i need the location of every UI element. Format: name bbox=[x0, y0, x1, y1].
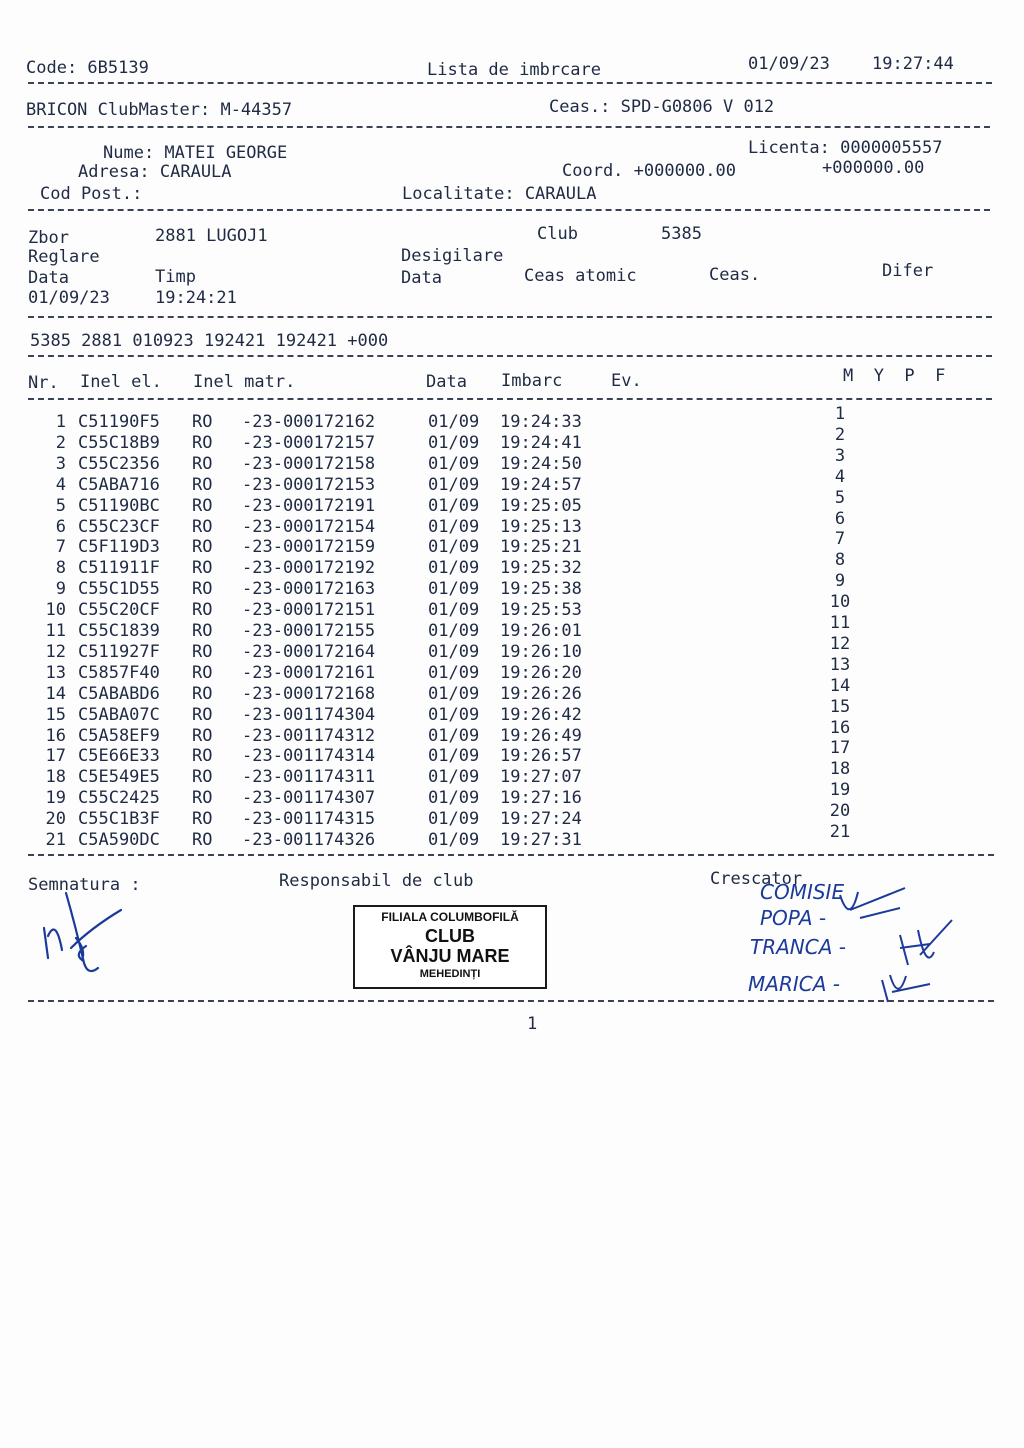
ring-number: -23-000172154 bbox=[242, 516, 376, 537]
ring-number: -23-000172155 bbox=[242, 621, 376, 641]
electronic-ring: C511927F bbox=[78, 641, 160, 662]
electronic-ring: C55C18B9 bbox=[78, 432, 160, 453]
basket-time: 19:24:41 bbox=[500, 432, 582, 453]
table-row bbox=[30, 529, 910, 558]
basket-time: 19:26:57 bbox=[500, 746, 582, 767]
ring-number: -23-001174311 bbox=[242, 767, 376, 788]
col-inel-matr: Inel matr. bbox=[193, 372, 296, 392]
electronic-ring: C55C20CF bbox=[78, 600, 160, 621]
electronic-ring: C5ABABD6 bbox=[78, 683, 160, 704]
table-row bbox=[30, 675, 910, 705]
signature-label: Semnatura : bbox=[28, 875, 141, 895]
position-number: 1 bbox=[834, 404, 846, 424]
stamp-line-4: MEHEDINȚI bbox=[419, 968, 481, 980]
basket-date: 01/09 bbox=[428, 662, 480, 683]
handwritten-commission: COMISIE bbox=[760, 880, 845, 904]
basket-date: 01/09 bbox=[428, 558, 480, 579]
club-stamp bbox=[353, 905, 547, 989]
flight-value: 2881 LUGOJ1 bbox=[155, 226, 268, 246]
basket-time: 19:25:21 bbox=[500, 537, 582, 558]
row-number: 10 bbox=[45, 600, 66, 621]
row-number: 12 bbox=[45, 641, 66, 662]
basket-date: 01/09 bbox=[428, 788, 480, 809]
ring-number: -23-000172157 bbox=[242, 432, 376, 453]
basket-time: 19:27:31 bbox=[500, 830, 582, 850]
basket-date: 01/09 bbox=[428, 537, 480, 558]
ring-number: -23-001174304 bbox=[242, 704, 376, 725]
country-code: RO bbox=[192, 516, 213, 537]
position-number: 15 bbox=[829, 696, 851, 717]
country-code: RO bbox=[192, 725, 213, 746]
reglare-time: 19:24:21 bbox=[155, 288, 237, 308]
basket-date: 01/09 bbox=[428, 725, 480, 746]
country-code: RO bbox=[192, 558, 213, 579]
row-number: 5 bbox=[55, 495, 66, 516]
row-number: 9 bbox=[55, 579, 66, 600]
basket-date: 01/09 bbox=[428, 641, 480, 662]
handwritten-name-tranca: TRANCA - bbox=[750, 935, 846, 959]
basket-time: 19:25:05 bbox=[500, 495, 582, 516]
table-row bbox=[30, 822, 910, 851]
basket-time: 19:24:50 bbox=[500, 453, 582, 474]
atomic-clock-label: Ceas atomic bbox=[524, 266, 637, 286]
country-code: RO bbox=[192, 683, 213, 704]
country-code: RO bbox=[192, 453, 213, 474]
document-title: Lista de imbrcare bbox=[427, 60, 601, 80]
club-label: Club bbox=[537, 224, 578, 244]
country-code: RO bbox=[192, 474, 213, 495]
country-code: RO bbox=[192, 704, 213, 725]
position-number: 10 bbox=[829, 592, 851, 613]
ring-number: -23-000172162 bbox=[242, 412, 376, 432]
divider bbox=[28, 82, 992, 84]
electronic-ring: C51190BC bbox=[78, 495, 160, 516]
basket-time: 19:25:53 bbox=[500, 600, 582, 621]
row-number: 4 bbox=[55, 474, 66, 495]
basket-time: 19:25:32 bbox=[500, 558, 582, 579]
divider bbox=[28, 209, 990, 211]
stamp-line-2: CLUB bbox=[425, 926, 475, 946]
flight-label: Zbor bbox=[28, 228, 69, 248]
divider bbox=[28, 398, 992, 400]
basket-date: 01/09 bbox=[428, 600, 480, 621]
divider bbox=[28, 1000, 994, 1002]
owner-signature bbox=[36, 888, 126, 983]
position-number: 8 bbox=[834, 550, 846, 571]
col-nr: Nr. bbox=[28, 373, 59, 393]
reglare-label: Reglare bbox=[28, 247, 100, 267]
col-imbarc: Imbarc bbox=[501, 371, 563, 391]
row-number: 17 bbox=[45, 746, 66, 767]
ring-number: -23-001174307 bbox=[242, 788, 376, 809]
basket-date: 01/09 bbox=[428, 516, 480, 537]
electronic-ring: C511911F bbox=[78, 558, 160, 579]
electronic-ring: C5F119D3 bbox=[78, 537, 160, 558]
col-inel-el: Inel el. bbox=[80, 372, 162, 392]
country-code: RO bbox=[192, 641, 213, 662]
country-code: RO bbox=[192, 537, 213, 558]
position-number: 14 bbox=[829, 675, 851, 696]
position-number: 19 bbox=[829, 780, 851, 801]
row-number: 16 bbox=[45, 725, 66, 746]
basket-date: 01/09 bbox=[428, 432, 480, 453]
basket-date: 01/09 bbox=[428, 621, 480, 641]
row-number: 1 bbox=[55, 412, 66, 432]
clubmaster-id: BRICON ClubMaster: M-44357 bbox=[26, 100, 293, 120]
row-number: 6 bbox=[55, 516, 66, 537]
ring-number: -23-001174314 bbox=[242, 746, 376, 767]
country-code: RO bbox=[192, 830, 213, 850]
country-code: RO bbox=[192, 746, 213, 767]
position-number: 11 bbox=[829, 613, 851, 633]
electronic-ring: C55C1D55 bbox=[78, 579, 160, 600]
commission-signatures bbox=[830, 880, 970, 1010]
position-number: 9 bbox=[834, 571, 846, 592]
desigilare-label: Desigilare bbox=[401, 246, 504, 266]
ring-number: -23-000172158 bbox=[242, 453, 376, 474]
owner-address: Adresa: CARAULA bbox=[78, 162, 232, 182]
table-row bbox=[30, 466, 910, 496]
club-responsible-label: Responsabil de club bbox=[279, 871, 474, 891]
ring-number: -23-000172168 bbox=[242, 683, 376, 704]
basket-time: 19:26:20 bbox=[500, 662, 582, 683]
position-number: 20 bbox=[829, 801, 851, 822]
ring-number: -23-000172153 bbox=[242, 474, 376, 495]
stamp-line-1: FILIALA COLUMBOFILĂ bbox=[381, 910, 519, 924]
position-number: 5 bbox=[834, 487, 846, 508]
country-code: RO bbox=[192, 767, 213, 788]
electronic-ring: C55C23CF bbox=[78, 516, 160, 537]
divider bbox=[28, 854, 994, 856]
divider bbox=[28, 126, 990, 128]
position-number: 6 bbox=[834, 508, 846, 529]
ring-number: -23-000172159 bbox=[242, 537, 376, 558]
country-code: RO bbox=[192, 788, 213, 809]
table-row bbox=[30, 445, 910, 475]
basket-date: 01/09 bbox=[428, 767, 480, 788]
print-date: 01/09/23 bbox=[748, 54, 830, 74]
ring-number: -23-001174326 bbox=[242, 830, 376, 850]
basket-time: 19:27:24 bbox=[500, 809, 582, 830]
row-number: 7 bbox=[55, 537, 66, 558]
position-number: 17 bbox=[829, 738, 851, 759]
electronic-ring: C5A58EF9 bbox=[78, 725, 160, 746]
row-number: 18 bbox=[45, 767, 66, 788]
basket-time: 19:26:01 bbox=[500, 621, 582, 641]
position-number: 18 bbox=[829, 759, 851, 780]
table-row bbox=[30, 717, 910, 747]
col-flags: M Y P F bbox=[843, 366, 946, 386]
table-row bbox=[30, 780, 910, 809]
electronic-ring: C51190F5 bbox=[78, 412, 160, 432]
postal-code: Cod Post.: bbox=[40, 184, 143, 204]
basket-time: 19:24:33 bbox=[500, 412, 582, 432]
position-number: 7 bbox=[834, 529, 846, 550]
print-time: 19:27:44 bbox=[872, 54, 954, 74]
electronic-ring: C55C1839 bbox=[78, 621, 160, 641]
electronic-ring: C5ABA07C bbox=[78, 704, 160, 725]
ring-number: -23-000172163 bbox=[242, 579, 376, 600]
basket-date: 01/09 bbox=[428, 412, 480, 432]
electronic-ring: C5857F40 bbox=[78, 662, 160, 683]
row-number: 11 bbox=[45, 621, 66, 641]
divider bbox=[28, 316, 992, 318]
basket-time: 19:27:07 bbox=[500, 767, 582, 788]
basket-time: 19:27:16 bbox=[500, 788, 582, 809]
table-row bbox=[30, 508, 910, 538]
table-row bbox=[30, 571, 910, 600]
breeder-label: Crescator bbox=[710, 869, 803, 889]
position-number: 2 bbox=[834, 424, 846, 445]
reglare-time-label: Timp bbox=[155, 267, 196, 287]
electronic-ring: C5A590DC bbox=[78, 830, 160, 850]
country-code: RO bbox=[192, 412, 213, 432]
basket-time: 19:26:49 bbox=[500, 725, 582, 746]
basket-time: 19:26:26 bbox=[500, 683, 582, 704]
table-row bbox=[30, 487, 910, 517]
ring-number: -23-000172164 bbox=[242, 641, 376, 662]
desigilare-date-label: Data bbox=[401, 268, 442, 288]
basket-time: 19:26:42 bbox=[500, 704, 582, 725]
basket-date: 01/09 bbox=[428, 453, 480, 474]
table-row bbox=[30, 404, 910, 433]
page-number: 1 bbox=[527, 1014, 538, 1034]
col-data: Data bbox=[426, 372, 467, 392]
position-number: 13 bbox=[829, 654, 851, 675]
table-row bbox=[30, 696, 910, 726]
position-number: 21 bbox=[829, 822, 851, 842]
row-number: 15 bbox=[45, 704, 66, 725]
ring-number: -23-001174315 bbox=[242, 809, 376, 830]
basket-date: 01/09 bbox=[428, 579, 480, 600]
code-label: Code: 6B5139 bbox=[26, 58, 149, 78]
country-code: RO bbox=[192, 662, 213, 683]
country-code: RO bbox=[192, 579, 213, 600]
row-number: 20 bbox=[45, 809, 66, 830]
summary-line: 5385 2881 010923 192421 192421 +000 bbox=[30, 331, 389, 351]
table-row bbox=[30, 592, 910, 621]
position-number: 3 bbox=[834, 445, 846, 466]
license-number: Licenta: 0000005557 bbox=[748, 138, 943, 158]
country-code: RO bbox=[192, 600, 213, 621]
table-row bbox=[30, 613, 910, 642]
reglare-date-label: Data bbox=[28, 268, 69, 288]
position-number: 12 bbox=[829, 633, 851, 654]
handwritten-name-marica: MARICA - bbox=[748, 972, 840, 996]
basket-time: 19:25:38 bbox=[500, 579, 582, 600]
stamp-line-3: VÂNJU MARE bbox=[390, 946, 510, 966]
basket-time: 19:26:10 bbox=[500, 641, 582, 662]
electronic-ring: C55C2356 bbox=[78, 453, 160, 474]
col-ev: Ev. bbox=[611, 371, 642, 391]
basket-date: 01/09 bbox=[428, 474, 480, 495]
basket-date: 01/09 bbox=[428, 746, 480, 767]
position-number: 4 bbox=[834, 466, 846, 487]
row-number: 21 bbox=[45, 830, 66, 850]
divider bbox=[28, 355, 992, 357]
electronic-ring: C55C1B3F bbox=[78, 809, 160, 830]
table-row bbox=[30, 654, 910, 684]
table-row bbox=[30, 738, 910, 767]
table-row bbox=[30, 801, 910, 830]
row-number: 8 bbox=[55, 558, 66, 579]
basket-date: 01/09 bbox=[428, 830, 480, 850]
electronic-ring: C5E549E5 bbox=[78, 767, 160, 788]
table-row bbox=[30, 759, 910, 788]
difference-label: Difer bbox=[882, 261, 934, 281]
position-number: 16 bbox=[829, 717, 851, 738]
basket-date: 01/09 bbox=[428, 495, 480, 516]
basket-date: 01/09 bbox=[428, 683, 480, 704]
electronic-ring: C5ABA716 bbox=[78, 474, 160, 495]
clock-label: Ceas. bbox=[709, 265, 761, 285]
basket-time: 19:24:57 bbox=[500, 474, 582, 495]
row-number: 2 bbox=[55, 432, 66, 453]
ring-number: -23-000172192 bbox=[242, 558, 376, 579]
country-code: RO bbox=[192, 432, 213, 453]
country-code: RO bbox=[192, 621, 213, 641]
coordinates: Coord. +000000.00 bbox=[562, 161, 736, 181]
locality: Localitate: CARAULA bbox=[402, 184, 597, 204]
table-row bbox=[30, 424, 910, 454]
electronic-ring: C5E66E33 bbox=[78, 746, 160, 767]
ring-number: -23-000172161 bbox=[242, 662, 376, 683]
owner-name: Nume: MATEI GEORGE bbox=[103, 143, 288, 163]
row-number: 3 bbox=[55, 453, 66, 474]
table-row bbox=[30, 633, 910, 663]
basket-date: 01/09 bbox=[428, 809, 480, 830]
electronic-ring: C55C2425 bbox=[78, 788, 160, 809]
country-code: RO bbox=[192, 495, 213, 516]
basket-time: 19:25:13 bbox=[500, 516, 582, 537]
coordinates-secondary: +000000.00 bbox=[822, 158, 925, 178]
clock-id: Ceas.: SPD-G0806 V 012 bbox=[549, 97, 775, 117]
reglare-date: 01/09/23 bbox=[28, 288, 110, 308]
handwritten-name-popa: POPA - bbox=[760, 906, 827, 930]
row-number: 19 bbox=[45, 788, 66, 809]
ring-number: -23-000172151 bbox=[242, 600, 376, 621]
ring-number: -23-001174312 bbox=[242, 725, 376, 746]
country-code: RO bbox=[192, 809, 213, 830]
row-number: 14 bbox=[45, 683, 66, 704]
row-number: 13 bbox=[45, 662, 66, 683]
table-row bbox=[30, 550, 910, 579]
club-value: 5385 bbox=[661, 224, 702, 244]
basket-date: 01/09 bbox=[428, 704, 480, 725]
ring-number: -23-000172191 bbox=[242, 495, 376, 516]
